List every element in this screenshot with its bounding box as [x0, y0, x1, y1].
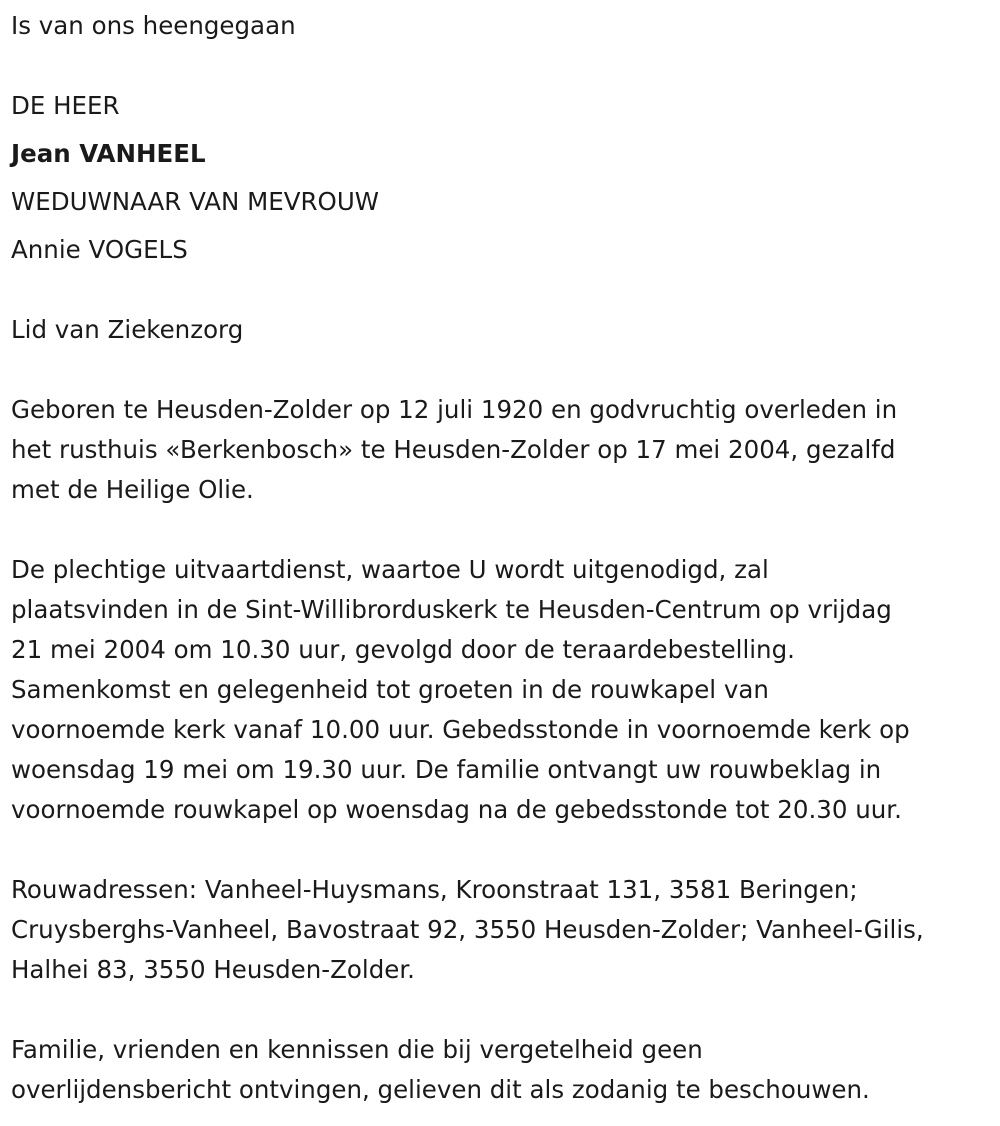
paragraph-line: Samenkomst en gelegenheid tot groeten in de rouwkapel van — [11, 675, 769, 704]
paragraph-line: Halhei 83, 3550 Heusden-Zolder. — [11, 955, 415, 984]
opening-line: Is van ons heengegaan — [11, 11, 296, 40]
paragraph-line: 21 mei 2004 om 10.30 uur, gevolgd door de teraardebestelling. — [11, 635, 795, 664]
paragraph-line: Familie, vrienden en kennissen die bij vergetelheid geen — [11, 1035, 703, 1064]
paragraph-line: Cruysberghs-Vanheel, Bavostraat 92, 3550 Heusden-Zolder; Vanheel-Gilis, — [11, 915, 924, 944]
paragraph-line: voornoemde kerk vanaf 10.00 uur. Gebedsstonde in voornoemde kerk op — [11, 715, 910, 744]
title-line: DE HEER — [11, 91, 120, 120]
deceased-name: Jean VANHEEL — [11, 139, 206, 168]
paragraph-line: woensdag 19 mei om 19.30 uur. De familie ontvangt uw rouwbeklag in — [11, 755, 882, 784]
paragraph-line: voornoemde rouwkapel op woensdag na de gebedsstonde tot 20.30 uur. — [11, 795, 902, 824]
membership-line: Lid van Ziekenzorg — [11, 315, 244, 344]
paragraph-line: met de Heilige Olie. — [11, 475, 254, 504]
paragraph-line: overlijdensbericht ontvingen, gelieven dit als zodanig te beschouwen. — [11, 1075, 870, 1104]
spouse-name: Annie VOGELS — [11, 235, 188, 264]
status-line: WEDUWNAAR VAN MEVROUW — [11, 187, 379, 216]
paragraph-line: Geboren te Heusden-Zolder op 12 juli 1920 en godvruchtig overleden in — [11, 395, 898, 424]
paragraph-line: Rouwadressen: Vanheel-Huysmans, Kroonstraat 131, 3581 Beringen; — [11, 875, 858, 904]
paragraph-line: het rusthuis «Berkenbosch» te Heusden-Zolder op 17 mei 2004, gezalfd — [11, 435, 896, 464]
paragraph-line: plaatsvinden in de Sint-Willibrorduskerk te Heusden-Centrum op vrijdag — [11, 595, 892, 624]
paragraph-line: De plechtige uitvaartdienst, waartoe U wordt uitgenodigd, zal — [11, 555, 769, 584]
